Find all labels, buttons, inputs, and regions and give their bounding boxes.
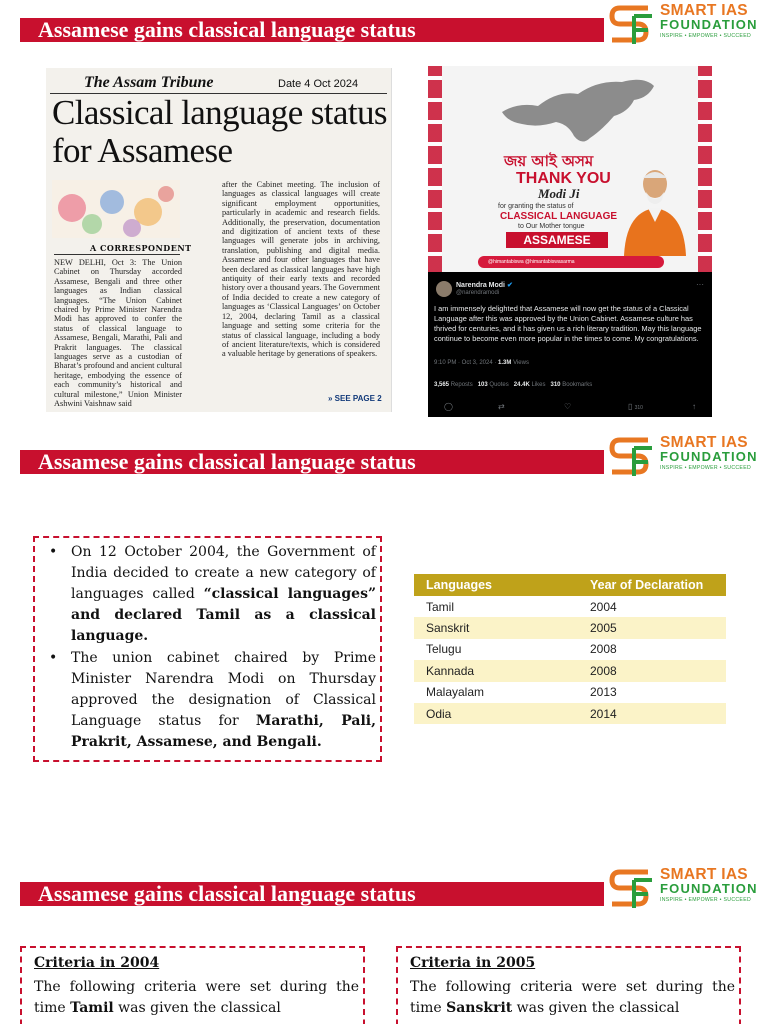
table-row xyxy=(414,639,726,660)
logo-name: SMART IAS xyxy=(660,434,748,451)
logo-sub: FOUNDATION xyxy=(660,881,758,896)
more-options-icon[interactable]: ··· xyxy=(696,280,704,289)
verified-icon: ✔ xyxy=(506,282,513,289)
criteria-2004-pre: The following criteria were set during the time xyxy=(34,979,359,1016)
table-row xyxy=(414,617,726,638)
tweet-text: I am immensely delighted that Assamese will now get the status of a Classical Language after this was approved by the Union Cabinet. Assamese culture has thrived for centuries, and it has given us a rich literary tradition. May this language continue to become even more popular in the times to come. My congratulations. xyxy=(434,304,702,343)
bookmark-icon[interactable]: ▯ 310 xyxy=(628,402,643,411)
bookmark-count: 310 xyxy=(634,405,643,411)
criteria-2004-heading: Criteria in 2004 xyxy=(34,955,160,971)
criteria-2004-post: was given the classical xyxy=(113,1000,281,1016)
bullet-1-text: On 12 October 2004, the Government of India decided to create a new category of languages called xyxy=(71,544,376,602)
likes-label[interactable]: Likes xyxy=(531,382,546,388)
bullet-2-text: The union cabinet chaired by Prime Minister Narendra Modi on Thursday approved the designation of Classical Language status for xyxy=(71,650,376,729)
logo-tagline: INSPIRE • EMPOWER • SUCCEED xyxy=(660,33,751,39)
tweet-author-handle[interactable]: @narendramodi xyxy=(456,290,500,296)
letters-art-icon xyxy=(52,180,180,238)
criteria-2005-box xyxy=(396,946,741,1024)
smart-ias-logo-2 xyxy=(608,434,766,480)
newspaper-clipping xyxy=(46,68,392,412)
bullet-1-bold: “classical languages” and declared Tamil as a classical language. xyxy=(71,586,376,644)
person-photo-icon xyxy=(618,166,692,256)
see-page-label: SEE PAGE 2 xyxy=(334,394,382,403)
bullet-icon: • xyxy=(49,544,58,560)
cell-language: Telugu xyxy=(426,642,462,657)
cell-year: 2008 xyxy=(578,660,726,681)
criteria-2005-pre: The following criteria were set during the time xyxy=(410,979,735,1016)
smart-ias-logo-3 xyxy=(608,866,766,912)
cell-language: Sanskrit xyxy=(414,617,578,638)
table-row xyxy=(414,703,726,724)
tweet-views-count: 1.3M xyxy=(498,360,512,366)
like-icon[interactable]: ♡ xyxy=(564,402,572,411)
cell-language: Kannada xyxy=(414,660,578,681)
newspaper-headline: Classical language status for Assamese xyxy=(52,93,387,170)
poster-assamese: ASSAMESE xyxy=(506,232,608,248)
see-page-link[interactable]: » SEE PAGE 2 xyxy=(328,394,382,403)
smart-ias-logo-1 xyxy=(608,2,766,48)
bookmarks-count: 310 xyxy=(550,382,561,388)
criteria-2004-box xyxy=(20,946,365,1024)
quotes-label[interactable]: Quotes xyxy=(489,382,509,388)
poster-modi-ji: Modi Ji xyxy=(538,186,580,201)
criteria-2004-text xyxy=(34,977,359,1019)
logo-tagline: INSPIRE • EMPOWER • SUCCEED xyxy=(660,465,751,471)
sf-logo-icon xyxy=(608,868,656,910)
reply-icon[interactable]: ◯ xyxy=(444,402,453,411)
byline-rule xyxy=(54,254,180,255)
logo-name: SMART IAS xyxy=(660,2,748,19)
poster-thank-you: THANK YOU xyxy=(516,170,611,187)
logo-sub: FOUNDATION xyxy=(660,17,758,32)
section-banner-2: Assamese gains classical language status xyxy=(20,450,604,474)
tweet-meta xyxy=(434,360,529,366)
logo-sub: FOUNDATION xyxy=(660,449,758,464)
criteria-2005-text xyxy=(410,977,735,1019)
tweet-card xyxy=(428,272,712,417)
cell-year: 2008 xyxy=(590,642,617,657)
cell-year: 2004 xyxy=(590,599,617,614)
assamese-letters-illustration xyxy=(52,180,180,238)
poster-assamese-line: জয় আই অসম xyxy=(504,152,594,170)
quotes-count: 103 xyxy=(477,382,488,388)
tweet-author-name[interactable] xyxy=(456,281,513,289)
byline: A CORRESPONDENT xyxy=(90,243,192,253)
criteria-2005-post: was given the classical xyxy=(512,1000,680,1016)
logo-name: SMART IAS xyxy=(660,866,748,883)
header-year: Year of Declaration xyxy=(578,574,726,596)
poster-social-handles: @himantabiswa @himantabiswasarma xyxy=(478,256,664,268)
bookmarks-label[interactable]: Bookmarks xyxy=(562,382,593,388)
logo-tagline: INSPIRE • EMPOWER • SUCCEED xyxy=(660,897,751,903)
bullet-icon: • xyxy=(49,650,58,666)
thank-you-poster xyxy=(428,66,712,272)
key-points-box xyxy=(33,536,382,762)
table-row xyxy=(414,682,726,703)
tweet-time: 9:10 PM · Oct 3, 2024 · xyxy=(434,360,497,366)
sf-logo-icon xyxy=(608,4,656,46)
table-row xyxy=(414,596,726,617)
section-banner-3: Assamese gains classical language status xyxy=(20,882,604,906)
cell-language: Malayalam xyxy=(426,685,485,700)
header-languages: Languages xyxy=(414,574,578,596)
article-column-1: NEW DELHI, Oct 3: The Union Cabinet on Thursday accorded Assamese, Bengali and three other languages as Indian classical languages. “The Union Cabinet chaired by Prime Minister Narendra Modi has approved to confer the status of classical language to Assamese, Bengali, Marathi, Pali and Prakrit languages. The classical languages serve as a custodian of Bharat’s profound and ancient cultural heritage, embodying the essence of each community’s historical and cultural milestone,” Union Minister Ashwini Vaishnaw said xyxy=(54,258,182,409)
table-row xyxy=(414,660,726,681)
cell-language: Odia xyxy=(414,703,578,724)
cell-language: Tamil xyxy=(426,599,455,614)
criteria-2004-bold: Tamil xyxy=(70,1000,114,1016)
repost-icon[interactable]: ⇄ xyxy=(498,402,505,411)
assam-map-icon xyxy=(498,72,658,150)
cell-year: 2013 xyxy=(590,685,617,700)
cell-year: 2005 xyxy=(578,617,726,638)
reposts-count: 3,565 xyxy=(434,382,450,388)
newspaper-masthead: The Assam Tribune xyxy=(84,74,214,91)
bullet-2-bold: Marathi, Pali, Prakrit, Assamese, and Bengali. xyxy=(71,713,376,750)
poster-mother-tongue: to Our Mother tongue xyxy=(518,223,585,230)
poster-classical: CLASSICAL LANGUAGE xyxy=(500,211,618,222)
poster-left-stripe xyxy=(428,66,442,272)
share-icon[interactable]: ↑ xyxy=(692,402,696,411)
likes-count: 24.4K xyxy=(513,382,530,388)
criteria-2005-heading: Criteria in 2005 xyxy=(410,955,536,971)
section-banner-1: Assamese gains classical language status xyxy=(20,18,604,42)
tweet-views-label: Views xyxy=(513,360,529,366)
poster-granting: for granting the status of xyxy=(498,203,574,210)
reposts-label[interactable]: Reposts xyxy=(450,382,473,388)
list-item xyxy=(49,542,376,647)
table-header-row xyxy=(414,574,726,596)
classical-languages-table xyxy=(414,574,726,724)
list-item xyxy=(49,648,376,753)
article-column-2: after the Cabinet meeting. The inclusion of languages as classical languages will create significant employment opportunities, particularly in academic and research fields. Additionally, the preservation, documentation and digitization of ancient texts of these languages will generate jobs in archiving, translation, publishing and digital media. Assamese and four other languages that have been declared as classical languages have high antiquity of their early texts and recorded history over a thousand years. The Government of India decided to create a new category of languages as ‘Classical Languages’ on October 12, 2004, declaring Tamil as a classical language and setting some criteria for the status of classical language, including a body of ancient literature/texts, which is considered a valuable heritage by generations of speakers. xyxy=(222,180,380,359)
sf-logo-icon xyxy=(608,436,656,478)
newspaper-date: Date 4 Oct 2024 xyxy=(278,78,359,90)
cell-year: 2014 xyxy=(578,703,726,724)
criteria-2005-bold: Sanskrit xyxy=(446,1000,513,1016)
poster-right-stripe xyxy=(698,66,712,272)
tweet-name-text: Narendra Modi xyxy=(456,282,506,289)
tweet-stats xyxy=(434,382,592,388)
avatar[interactable] xyxy=(436,281,452,297)
